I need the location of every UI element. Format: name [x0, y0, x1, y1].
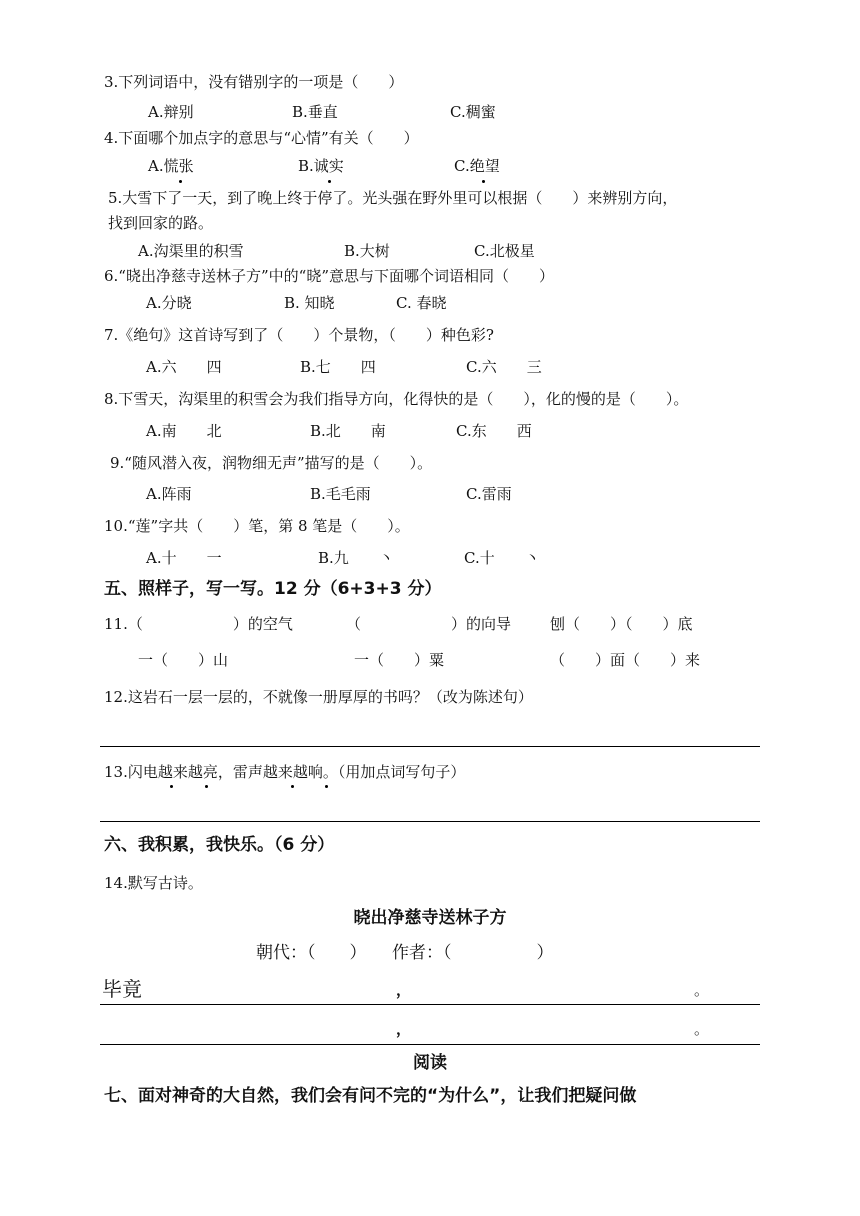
- q7-option-b: B.七 四: [300, 358, 376, 376]
- q7-option-c: C.六 三: [466, 358, 542, 376]
- q3-stem: 3.下列词语中，没有错别字的一项是（ ）: [104, 73, 404, 91]
- q6-option-a: A.分晓: [146, 294, 192, 312]
- q3-option-a: A.辩别: [148, 103, 194, 121]
- q11-item-6: （ ）面（ ）来: [550, 651, 701, 669]
- emphasis-dot: [482, 180, 485, 183]
- q4-stem: 4.下面哪个加点字的意思与“心情”有关（ ）: [104, 129, 419, 147]
- emphasis-dot: [179, 180, 182, 183]
- q11-item-4: 一（ ）山: [138, 651, 229, 669]
- q8-option-a: A.南 北: [146, 422, 222, 440]
- emphasis-dot: [205, 785, 208, 788]
- q4-option-c: C.绝望: [454, 157, 500, 175]
- poem-line1-comma: ，: [396, 981, 412, 999]
- q5-stem-line2: 找到回家的路。: [108, 214, 214, 232]
- q11-item-5: 一（ ）粟: [354, 651, 445, 669]
- q6-option-b: B. 知晓: [284, 294, 335, 312]
- q3-option-b: B.垂直: [292, 103, 338, 121]
- answer-line: [100, 746, 760, 747]
- poem-title: 晓出净慈寺送林子方: [353, 908, 507, 928]
- section-6-heading: 六、我积累，我快乐。（6 分）: [104, 835, 335, 855]
- q9-stem: 9.“随风潜入夜，润物细无声”描写的是（ ）。: [110, 454, 433, 472]
- q6-stem: 6.“晓出净慈寺送林子方”中的“晓”意思与下面哪个词语相同（ ）: [104, 267, 554, 285]
- poem-dynasty-author: 朝代：（ ） 作者：（ ）: [256, 943, 554, 963]
- section-5-heading: 五、照样子，写一写。12 分（6+3+3 分）: [104, 579, 442, 599]
- q14-stem: 14.默写古诗。: [104, 874, 203, 892]
- answer-line: [100, 821, 760, 822]
- poem-answer-line: [100, 1044, 760, 1045]
- q8-option-c: C.东 西: [456, 422, 532, 440]
- poem-line2-comma: ，: [396, 1020, 412, 1038]
- q9-option-b: B.毛毛雨: [310, 485, 371, 503]
- q9-option-a: A.阵雨: [146, 485, 192, 503]
- poem-line2-period: 。: [694, 1020, 710, 1038]
- emphasis-dot: [291, 785, 294, 788]
- q6-option-c: C. 春晓: [396, 294, 447, 312]
- poem-answer-line: [100, 1004, 760, 1005]
- q12-stem: 12.这岩石一层一层的，不就像一册厚厚的书吗？（改为陈述句）: [104, 688, 533, 706]
- emphasis-dot: [328, 180, 331, 183]
- q9-option-c: C.雷雨: [466, 485, 512, 503]
- q13-stem: 13.闪电越来越亮，雷声越来越响。（用加点词写句子）: [104, 763, 466, 781]
- q3-option-c: C.稠蜜: [450, 103, 496, 121]
- poem-line1-period: 。: [694, 981, 710, 999]
- q4-option-b: B.诚实: [298, 157, 344, 175]
- reading-heading: 阅读: [413, 1053, 447, 1073]
- q11-item-2: （ ）的向导: [346, 615, 512, 633]
- q10-stem: 10.“莲”字共（ ）笔，第 8 笔是（ ）。: [104, 517, 410, 535]
- q11-item-3: 刨（ ）（ ）底: [550, 615, 693, 633]
- q4-option-a: A.慌张: [148, 157, 194, 175]
- emphasis-dot: [170, 785, 173, 788]
- section-7-heading: 七、面对神奇的大自然，我们会有问不完的“为什么”，让我们把疑问做: [104, 1086, 637, 1106]
- q5-stem-line1: 5.大雪下了一天，到了晚上终于停了。光头强在野外里可以根据（ ）来辨别方向，: [108, 189, 678, 207]
- q7-stem: 7.《绝句》这首诗写到了（ ）个景物，（ ）种色彩?: [104, 326, 494, 344]
- q5-option-a: A.沟渠里的积雪: [138, 242, 244, 260]
- q7-option-a: A.六 四: [146, 358, 222, 376]
- q10-option-a: A.十 一: [146, 549, 222, 567]
- q11-item-1: 11.（ ）的空气: [104, 615, 293, 633]
- q5-option-b: B.大树: [344, 242, 390, 260]
- q10-option-c: C.十 丶: [464, 549, 540, 567]
- q10-option-b: B.九 丶: [318, 549, 394, 567]
- emphasis-dot: [325, 785, 328, 788]
- q5-option-c: C.北极星: [474, 242, 535, 260]
- q8-stem: 8.下雪天，沟渠里的积雪会为我们指导方向，化得快的是（ ），化的慢的是（ ）。: [104, 390, 689, 408]
- q8-option-b: B.北 南: [310, 422, 386, 440]
- poem-line1-start: 毕竟: [102, 977, 142, 1001]
